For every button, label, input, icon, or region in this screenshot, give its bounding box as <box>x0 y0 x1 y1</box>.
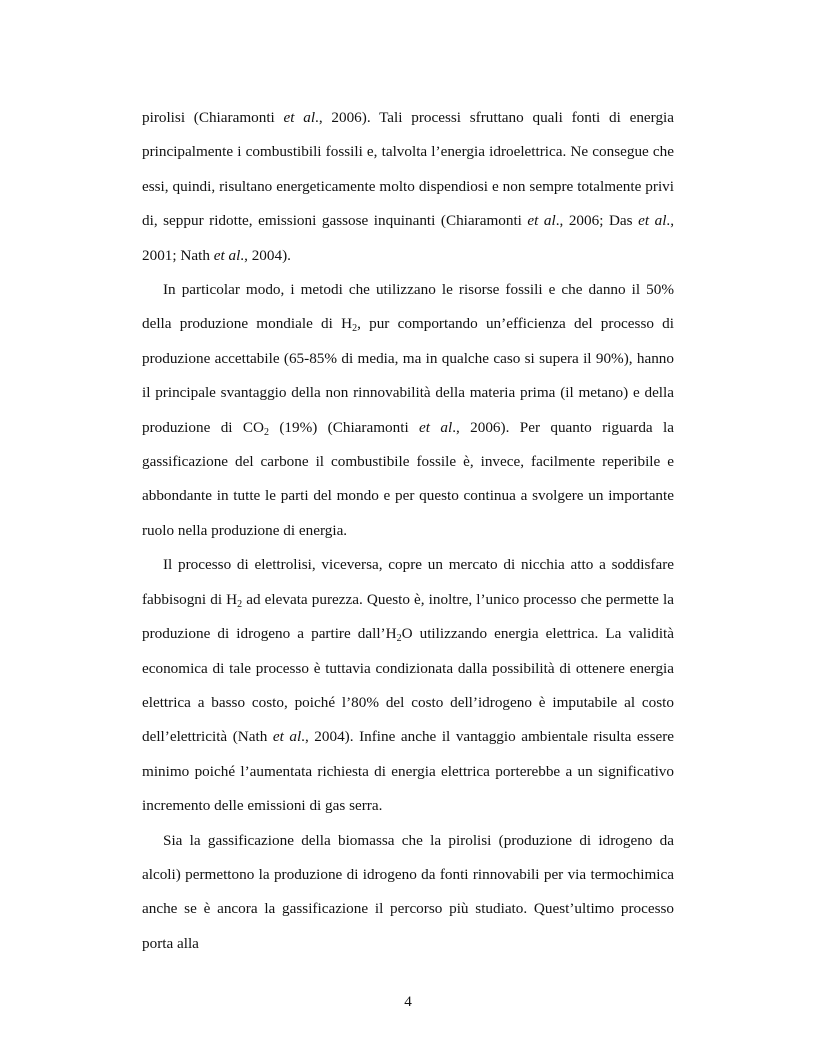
subscript: 2 <box>237 598 243 610</box>
text-run: (19%) (Chiaramonti <box>268 418 420 436</box>
citation-et-al: et al <box>419 418 453 436</box>
citation-et-al: et al <box>283 109 316 126</box>
text-run: ., 2006). Tali processi sfruttano quali fonti di energia principalmente i combustibili fossili e, talvolta l’energia idroelettrica. Ne consegue che essi, quindi, risultano energeticamente molto dispendiosi e non sempre totalmente privi di, seppur ridotte, emissioni gassose inquinanti (Chiaramonti <box>142 109 675 230</box>
text-run: ., 2004). Infine anche il vantaggio ambientale risulta essere minimo poiché l’aumentata richiesta di energia elettrica porterebbe a un significativo incremento delle emissioni di gas serra. <box>142 728 675 815</box>
citation-et-al: et al <box>527 212 556 230</box>
text-run: O utilizzando energia elettrica. La validità economica di tale processo è tuttavia condizionata dalla possibilità di ottenere energia elettrica a basso costo, poiché l’80% del costo dell’idrogeno è imputabile al costo dell’elettricità (Nath <box>142 625 675 746</box>
text-run: In particolar modo, i metodi che utilizzano le risorse fossili e che danno il 50% della produzione mondiale di H <box>142 281 674 333</box>
text-run: ., 2001; Nath <box>142 212 675 264</box>
text-run: ad elevata purezza. Questo è, inoltre, l’unico processo che permette la produzione di idrogeno a partire dall’H <box>142 590 674 643</box>
paragraph-2 <box>142 273 674 548</box>
text-run: Il processo di elettrolisi, viceversa, copre un mercato di nicchia atto a soddisfare fabbisogni di H <box>142 556 674 608</box>
citation-et-al: et al <box>213 246 241 264</box>
subscript: 2 <box>263 426 269 438</box>
subscript: 2 <box>352 323 358 335</box>
text-run: Sia la gassificazione della biomassa che la pirolisi (produzione di idrogeno da alcoli) permettono la produzione di idrogeno da fonti rinnovabili per via termochimica anche se è ancora la gassificazione il percorso più studiato. Quest’ultimo processo porta alla <box>142 831 674 952</box>
paragraph-4 <box>142 824 674 962</box>
text-run: ., 2004). <box>240 246 291 264</box>
paragraph-1 <box>142 101 674 273</box>
text-run: ., 2006). Per quanto riguarda la gassificazione del carbone il combustibile fossile è, invece, facilmente reperibile e abbondante in tutte le parti del mondo e per questo continua a svolgere un importante ruolo nella produzione di energia. <box>142 418 675 539</box>
text-run: , pur comportando un’efficienza del processo di produzione accettabile (65-85% di media, ma in qualche caso si supera il 90%), hanno il principale svantaggio della non rinnovabilità della materia prima (il metano) e della produzione di CO <box>142 315 674 436</box>
paragraph-3 <box>142 548 674 823</box>
text-run: pirolisi (Chiaramonti <box>142 109 284 126</box>
subscript: 2 <box>396 633 402 645</box>
text-run: ., 2006; Das <box>555 212 639 230</box>
page-number: 4 <box>404 993 412 1010</box>
citation-et-al: et al <box>638 212 667 230</box>
citation-et-al: et al <box>272 728 302 746</box>
page-body <box>142 101 674 961</box>
